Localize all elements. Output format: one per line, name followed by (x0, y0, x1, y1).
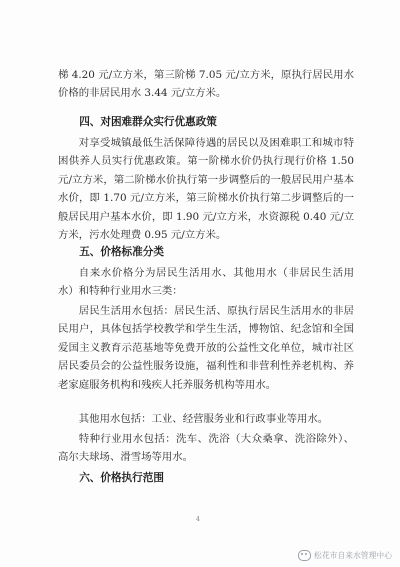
paragraph-preferential-policy: 对享受城镇最低生活保障待遇的居民以及困难职工和城市特困供养人员实行优惠政策。第一阶梯水价仍执行现行价格 1.50 元/立方米，第二阶梯水价执行第一步调整后的一般居民用户基本水价，即 1.70 元/立方米，第三阶梯水价执行第二步调整后的一般居民用户基本水价，即 1.90 元/立方米，水资源税 0.40 元/立方米，污水处理费 0.95 元/立方米。 (58, 137, 354, 242)
heading-section-5: 五、价格标准分类 (79, 246, 164, 258)
paragraph-other-water: 其他用水包括：工业、经营服务业和行政事业等用水。 (78, 413, 329, 425)
watermark-text: 松花市自来水管理中心 (314, 551, 392, 560)
heading-section-6: 六、价格执行范围 (79, 472, 164, 484)
page-number: 4 (196, 516, 200, 523)
paragraph-price-categories: 自来水价格分为居民生活用水、其他用水（非居民生活用水）和特种行业用水三类： (58, 267, 354, 298)
watermark (298, 550, 392, 561)
paragraph-tiered-prices: 梯 4.20 元/立方米，第三阶梯 7.05 元/立方米，原执行居民用水价格的非居民用水 3.44 元/立方米。 (58, 69, 354, 100)
wechat-icon (298, 550, 311, 561)
heading-section-4: 四、对困难群众实行优惠政策 (79, 116, 217, 128)
paragraph-residential-water: 居民生活用水包括：居民生活、原执行居民生活用水的非居民用户，具体包括学校教学和学生生活，博物馆、纪念馆和全国爱国主义教育示范基地等免费开放的公益性文化单位，城市社区居民委员会的公益性服务设施，福利性和非营利性养老机构、养老家庭服务机构和残疾人托养服务机构等用水。 (58, 305, 354, 391)
paragraph-special-water: 特种行业用水包括：洗车、洗浴（大众桑拿、洗浴除外）、高尔夫球场、滑雪场等用水。 (58, 433, 354, 464)
